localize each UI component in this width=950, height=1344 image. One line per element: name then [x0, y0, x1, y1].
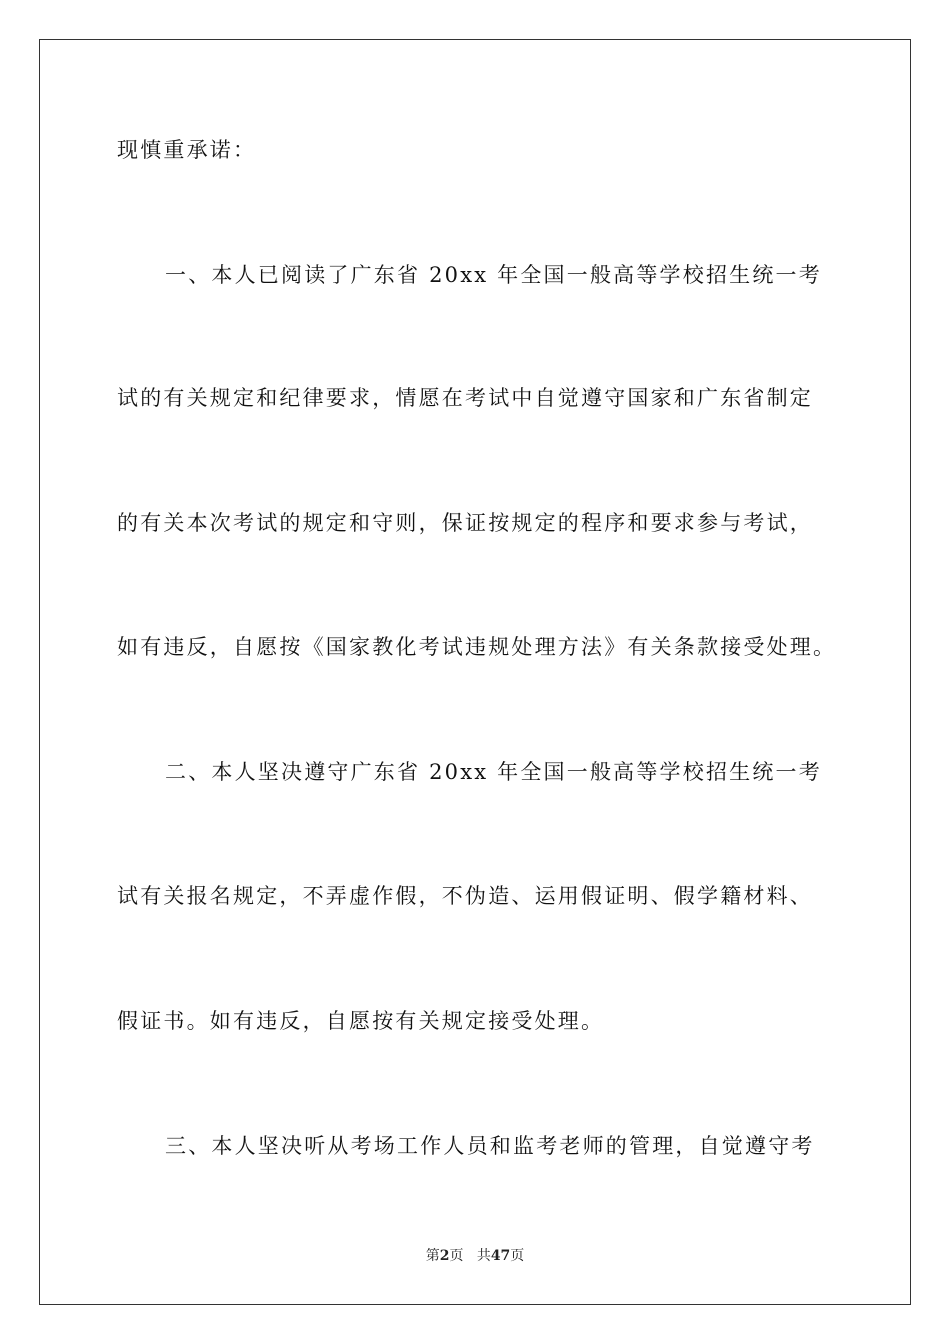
- footer-page-prefix: 第: [425, 1248, 440, 1264]
- text-line-4: 的有关本次考试的规定和守则，保证按规定的程序和要求参与考试，: [117, 511, 813, 535]
- footer-total-unit: 页: [510, 1248, 525, 1264]
- text-line-9: 三、本人坚决听从考场工作人员和监考老师的管理，自觉遵守考: [165, 1134, 815, 1158]
- text-line-5: 如有违反，自愿按《国家教化考试违规处理方法》有关条款接受处理。: [117, 635, 837, 659]
- text-line-2: 一、本人已阅读了广东省 20xx 年全国一般高等学校招生统一考: [165, 263, 822, 287]
- text-line-7: 试有关报名规定，不弄虚作假，不伪造、运用假证明、假学籍材料、: [117, 884, 813, 908]
- footer-page-unit: 页: [449, 1248, 464, 1264]
- page-border: [39, 39, 911, 1305]
- page-footer: [0, 1245, 950, 1265]
- footer-total-prefix: 共: [476, 1248, 491, 1264]
- footer-page-total: 47: [490, 1248, 511, 1264]
- text-line-8: 假证书。如有违反，自愿按有关规定接受处理。: [117, 1009, 605, 1033]
- text-line-3: 试的有关规定和纪律要求，情愿在考试中自觉遵守国家和广东省制定: [117, 386, 813, 410]
- text-line-6: 二、本人坚决遵守广东省 20xx 年全国一般高等学校招生统一考: [165, 760, 822, 784]
- text-line-1: 现慎重承诺：: [117, 138, 257, 162]
- footer-page-current: 2: [439, 1248, 450, 1264]
